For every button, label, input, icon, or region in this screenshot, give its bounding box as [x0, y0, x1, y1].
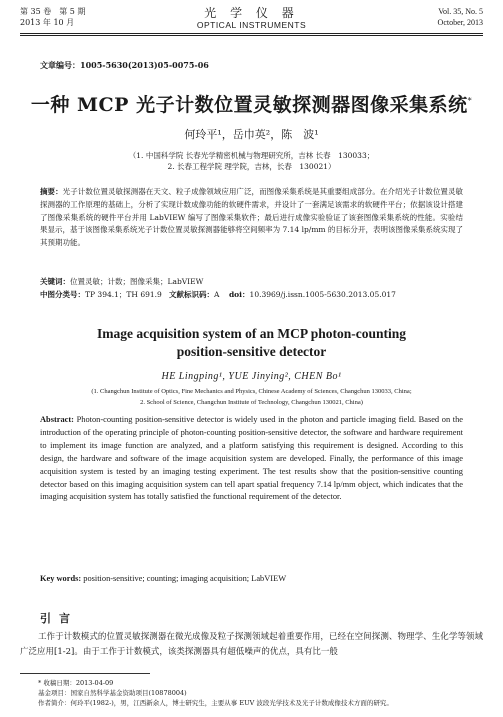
volume-issue: 第 35 卷 第 5 期 — [20, 7, 86, 16]
journal-name-cn: 光 学 仪 器 — [204, 6, 299, 20]
body-paragraph: 工作于计数模式的位置灵敏探测器在微光成像及粒子探测领域起着重要作用，已经在空间探测、物理学、生化学等领域广泛应用[1-2]。由于工作于计数模式，该类探测器具有超低噪声的优点，具有比一般 — [20, 632, 483, 657]
keywords-cn-label: 关键词： — [40, 277, 70, 286]
abstract-en — [40, 414, 463, 504]
keywords-cn — [40, 276, 463, 288]
authors-cn: 何玲平¹，岳巾英²，陈 波¹ — [184, 128, 319, 141]
running-header — [20, 6, 483, 46]
doi: 10.3969/j.issn.1005-5630.2013.05.017 — [249, 290, 396, 299]
article-number: 文章编号：1005-5630(2013)05-0075-06 — [40, 60, 209, 70]
affiliation-en-2: 2. School of Science, Changchun Institute of Technology, Changchun 130021, China) — [140, 399, 363, 406]
affiliation-cn-2: 2. 长春工程学院 理学院，吉林，长春 130021） — [167, 162, 336, 171]
title-en-line-2: position-sensitive detector — [176, 344, 327, 359]
footnote-author: 作者简介：何玲平(1982-)，男，江西新余人，博士研究生，主要从事 EUV 波段光学技术及光子计数成像技术方面的研究。 — [38, 699, 393, 707]
doc-code: A — [213, 290, 220, 299]
header-rule-bottom — [20, 35, 483, 36]
affiliation-cn-1: （1. 中国科学院 长春光学精密机械与物理研究所，吉林 长春 130033； — [128, 151, 375, 160]
affiliation-en-1: (1. Changchun Institute of Optics, Fine Mechanics and Physics, Chinese Academy of Sciences, Changchun 130033, China; — [91, 388, 412, 395]
keywords-cn-text: 位置灵敏；计数；图像采集；LabVIEW — [70, 277, 204, 286]
header-center — [20, 6, 483, 31]
abstract-cn-text: 光子计数位置灵敏探测器在天文、粒子成像领域应用广泛，而图像采集系统是其重要组成部分。在介绍光子计数位置灵敏探测器的工作原理的基础上，分析了实现计数成像功能的软硬件需求，并设计了一套满足该需求的软硬件平台；依据该设计搭建了图像采集系统的硬件平台并用 LabVIEW 编写了图像采集软件；最后进行成像实验验证了该套图像采集系统的性能。实验结果显示，基于该图像采集系统光子计数位置灵敏探测器能够将空间频率为 7.14 lp/mm 的目标分开，表明该图像采集系统实现了其预期功能。 — [40, 187, 464, 248]
abstract-en-text: Photon-counting position-sensitive detector is widely used in the photon and particle imaging field. Based on the introduction of the operating principle of photon-counting position-sensitive detector, the software and hardware requirement to implement its image function are analyzed, and a platform satisfying this requirement is designed. According to this design, the hardware and software of the image acquisition system are developed. Finally, the performance of this image acquisition system is tested by an imaging testing experiment. The test results show that the position-sensitive counting detector based on this imaging acquisition system can tell apart spatial frequency 7.14 lp/mm object, which indicates that the imaging acquisition system has totally satisfied the functional requirement of the detector. — [40, 415, 463, 502]
footnote-rule — [20, 673, 150, 674]
section-heading-introduction: 引言 — [40, 612, 78, 625]
keywords-en — [40, 573, 463, 585]
abstract-cn — [40, 186, 463, 250]
title-en — [0, 325, 503, 361]
keywords-en-text: position-sensitive; counting; imaging acquisition; LabVIEW — [81, 574, 287, 583]
title-en-line-1: Image acquisition system of an MCP photon-counting — [96, 326, 407, 341]
authors-en: HE Lingping¹, YUE Jinying², CHEN Bo¹ — [161, 371, 342, 382]
clc-number: TP 394.1；TH 691.9 — [85, 290, 162, 299]
affiliations-en — [0, 386, 503, 408]
issue-date-en: October, 2013 — [437, 18, 483, 27]
title-footnote-mark: * — [467, 96, 473, 106]
title-cn — [0, 90, 503, 117]
volume-issue-en: Vol. 35, No. 5 — [438, 7, 483, 16]
issue-date: 2013 年 10 月 — [20, 18, 75, 27]
title-cn-text: 一种 MCP 光子计数位置灵敏探测器图像采集系统 — [30, 94, 468, 116]
abstract-en-label: Abstract: — [40, 415, 74, 424]
classification-line — [40, 289, 483, 301]
doc-code-label: 文献标识码： — [168, 290, 214, 299]
doi-label: doi： — [228, 290, 250, 299]
clc-label: 中图分类号： — [40, 290, 85, 299]
header-right — [438, 6, 483, 28]
affiliations-cn — [0, 150, 503, 172]
header-rule-top — [20, 33, 483, 34]
footnote-funding: 基金项目：国家自然科学基金资助项目(10878004) — [38, 689, 187, 697]
abstract-cn-label: 摘要： — [40, 187, 63, 196]
footnotes — [38, 678, 483, 708]
footnote-received: * 收稿日期：2013-04-09 — [38, 679, 114, 687]
journal-name-en: OPTICAL INSTRUMENTS — [196, 20, 307, 30]
keywords-en-label: Key words: — [40, 574, 82, 583]
